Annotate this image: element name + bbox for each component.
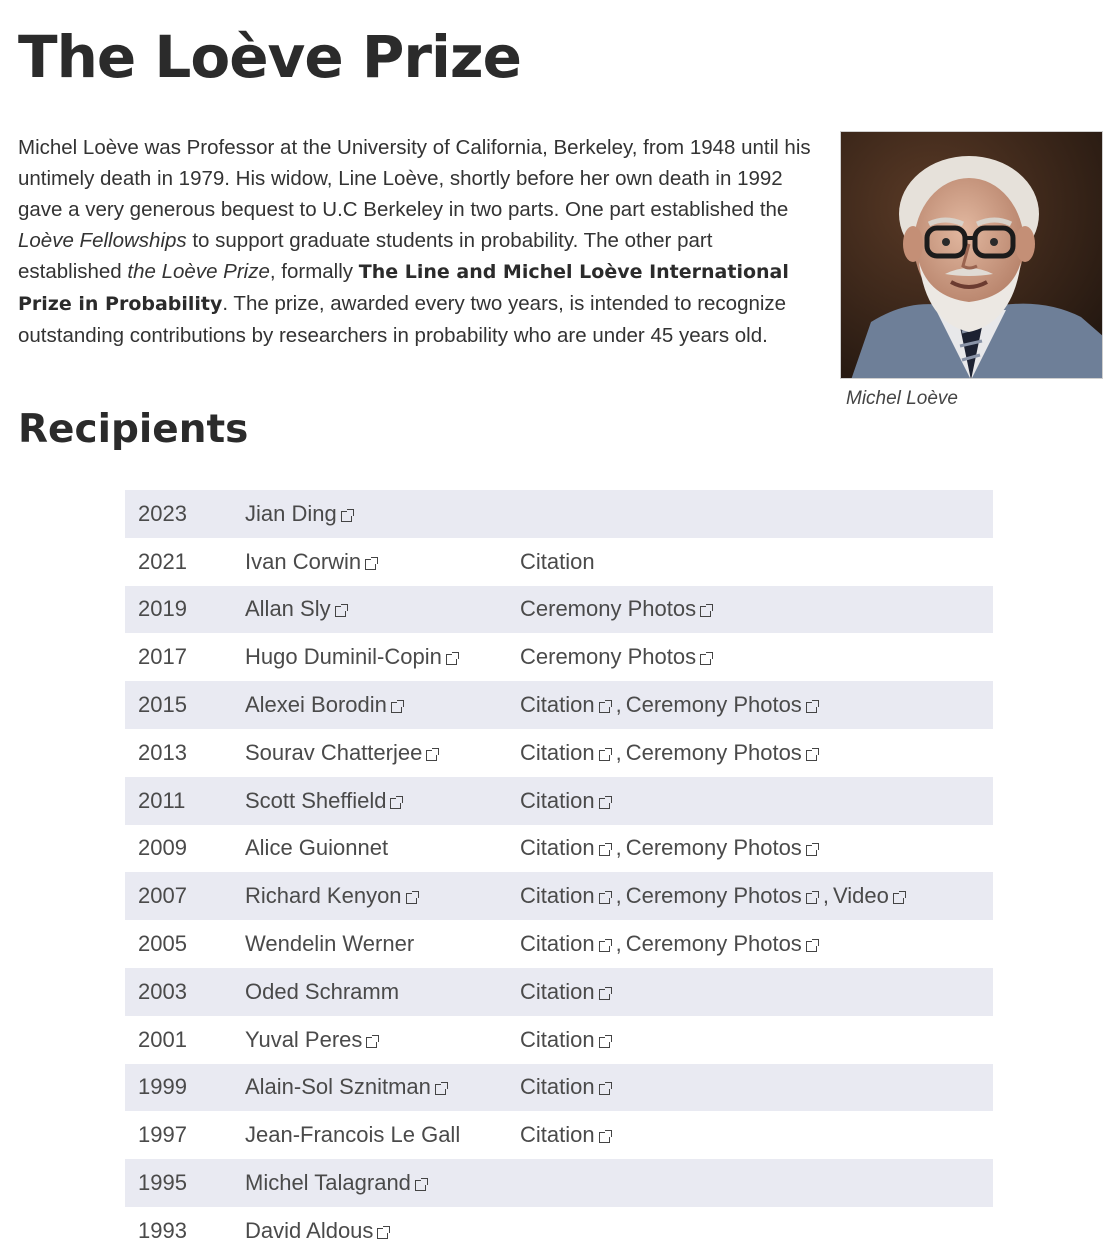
page-title: The Loève Prize [18, 23, 521, 91]
recipient-year: 2019 [125, 586, 233, 634]
recipient-name-cell [233, 968, 520, 1016]
table-row [125, 633, 993, 681]
external-link-icon[interactable] [806, 750, 817, 761]
recipient-year: 1995 [125, 1159, 233, 1207]
recipient-name-link[interactable]: Alexei Borodin [245, 692, 387, 718]
external-link-icon[interactable] [599, 1084, 610, 1095]
external-link-icon[interactable] [435, 1084, 446, 1095]
external-link-icon[interactable] [335, 606, 346, 617]
recipients-table-body [125, 490, 993, 1255]
recipient-name-link: Alice Guionnet [245, 835, 389, 861]
external-link-icon[interactable] [366, 1037, 377, 1048]
table-row [125, 1064, 993, 1112]
link-separator: , [615, 692, 622, 718]
external-link-icon[interactable] [365, 559, 376, 570]
citation-link[interactable]: Citation [520, 1122, 595, 1148]
recipient-name-link[interactable]: Michel Talagrand [245, 1170, 411, 1196]
citation-link[interactable]: Citation [520, 548, 595, 574]
external-link-icon[interactable] [599, 941, 610, 952]
external-link-icon[interactable] [806, 941, 817, 952]
link-separator: , [615, 739, 622, 765]
recipient-name-link: Wendelin Werner [245, 931, 415, 957]
prize-term: the Loève Prize [127, 260, 270, 283]
recipient-name-link[interactable]: Hugo Duminil-Copin [245, 644, 442, 670]
portrait-illustration [841, 132, 1103, 379]
table-row [125, 538, 993, 586]
fellowships-term: Loève Fellowships [18, 229, 187, 252]
recipient-name-cell [233, 729, 520, 777]
formal-prize-name: The Line and Michel Loève International Prize in Probability [18, 261, 789, 315]
table-row [125, 777, 993, 825]
table-row [125, 920, 993, 968]
recipient-links-cell [520, 681, 993, 729]
external-link-icon[interactable] [446, 654, 457, 665]
external-link-icon[interactable] [599, 750, 610, 761]
ceremony-photos-link[interactable]: Ceremony Photos [625, 739, 802, 765]
recipient-name-cell [233, 1111, 520, 1159]
recipient-links-cell [520, 586, 993, 634]
intro-text: . The prize, awarded every two years, is intended to recognize outstanding contributions by researchers in probability who are under 45 years old. [18, 292, 787, 347]
ceremony-photos-link[interactable]: Ceremony Photos [625, 692, 802, 718]
external-link-icon[interactable] [806, 702, 817, 713]
recipient-name-link[interactable]: Yuval Peres [245, 1026, 363, 1052]
table-row [125, 968, 993, 1016]
recipient-links-cell [520, 1111, 993, 1159]
portrait-photo [840, 131, 1103, 379]
recipient-year: 2017 [138, 644, 187, 670]
recipient-name-cell [233, 586, 520, 634]
recipient-year: 1993 [138, 1217, 187, 1243]
citation-link[interactable]: Citation [520, 1074, 595, 1100]
recipient-name-link: Oded Schramm [245, 978, 400, 1004]
recipient-name-cell [233, 1064, 520, 1112]
table-row [125, 1111, 993, 1159]
portrait-caption: Michel Loève [846, 388, 958, 409]
recipient-name-link[interactable]: Richard Kenyon [245, 883, 402, 909]
recipient-links-cell [520, 1207, 993, 1255]
external-link-icon[interactable] [599, 1132, 610, 1143]
link-separator: , [822, 883, 829, 909]
citation-link[interactable]: Citation [520, 931, 595, 957]
citation-link[interactable]: Citation [520, 883, 595, 909]
link-separator: , [615, 835, 622, 861]
ceremony-photos-link[interactable]: Ceremony Photos [625, 931, 802, 957]
recipient-links-cell [520, 490, 993, 538]
ceremony-photos-link[interactable]: Ceremony Photos [625, 883, 802, 909]
external-link-icon[interactable] [599, 989, 610, 1000]
recipient-links-cell [520, 920, 993, 968]
recipient-links-cell [520, 872, 993, 920]
recipient-name-link[interactable]: Scott Sheffield [245, 787, 387, 813]
recipient-year: 1999 [125, 1064, 233, 1112]
citation-link[interactable]: Citation [520, 692, 595, 718]
recipient-name-cell [233, 1207, 520, 1255]
citation-link[interactable]: Citation [520, 1026, 595, 1052]
table-row [125, 1207, 993, 1255]
recipient-name-link[interactable]: Alain-Sol Sznitman [245, 1074, 431, 1100]
table-row [125, 1016, 993, 1064]
external-link-icon[interactable] [599, 893, 610, 904]
recipient-year: 2015 [125, 681, 233, 729]
recipient-year: 2007 [125, 872, 233, 920]
recipient-name-link[interactable]: Ivan Corwin [245, 548, 362, 574]
external-link-icon[interactable] [390, 798, 401, 809]
external-link-icon[interactable] [599, 702, 610, 713]
external-link-icon[interactable] [377, 1228, 388, 1239]
recipient-name-cell [233, 490, 520, 538]
recipient-name-cell [233, 872, 520, 920]
external-link-icon[interactable] [406, 893, 417, 904]
recipient-year: 2003 [125, 968, 233, 1016]
recipient-links-cell [520, 777, 993, 825]
intro-paragraph [18, 132, 818, 351]
citation-link[interactable]: Citation [520, 835, 595, 861]
intro-text: to support graduate students in probability. The other part established [18, 229, 713, 283]
external-link-icon[interactable] [426, 750, 437, 761]
intro-text: , formally [269, 260, 359, 283]
external-link-icon[interactable] [893, 893, 904, 904]
recipient-year: 2011 [125, 777, 233, 825]
external-link-icon[interactable] [599, 845, 610, 856]
ceremony-photos-link[interactable]: Ceremony Photos [520, 644, 697, 670]
table-row [125, 490, 993, 538]
recipient-name-cell [233, 633, 520, 681]
recipient-year: 2001 [138, 1026, 187, 1052]
recipient-links-cell [520, 729, 993, 777]
table-row [125, 1159, 993, 1207]
recipient-links-cell [520, 633, 993, 681]
recipient-name-link: Jean-Francois Le Gall [245, 1122, 461, 1148]
recipient-links-cell [520, 1159, 993, 1207]
recipient-name-cell [233, 538, 520, 586]
recipients-table [125, 490, 993, 1255]
recipient-name-cell [233, 825, 520, 873]
external-link-icon[interactable] [700, 654, 711, 665]
recipient-year: 2005 [138, 931, 187, 957]
table-row [125, 825, 993, 873]
ceremony-photos-link[interactable]: Ceremony Photos [625, 835, 802, 861]
recipient-year: 2023 [125, 490, 233, 538]
intro-text: Michel Loève was Professor at the University of California, Berkeley, from 1948 until his untimely death in 1979. His widow, Line Loève, shortly before her own death in 1992 gave a very generous bequest to U.C Berkeley in two parts. One part established the [18, 136, 811, 221]
recipient-name-cell [233, 681, 520, 729]
recipient-name-cell [233, 920, 520, 968]
citation-link[interactable]: Citation [520, 787, 595, 813]
external-link-icon[interactable] [806, 893, 817, 904]
recipient-links-cell [520, 968, 993, 1016]
external-link-icon[interactable] [599, 1037, 610, 1048]
video-link[interactable]: Video [832, 883, 889, 909]
citation-link[interactable]: Citation [520, 739, 595, 765]
table-row [125, 681, 993, 729]
recipient-year: 2021 [138, 548, 187, 574]
external-link-icon[interactable] [391, 702, 402, 713]
table-row [125, 729, 993, 777]
recipient-name-cell [233, 777, 520, 825]
recipient-name-link[interactable]: Sourav Chatterjee [245, 739, 423, 765]
external-link-icon[interactable] [806, 845, 817, 856]
recipient-name-cell [233, 1016, 520, 1064]
recipient-name-link[interactable]: Allan Sly [245, 596, 331, 622]
recipient-links-cell [520, 1064, 993, 1112]
citation-link[interactable]: Citation [520, 978, 595, 1004]
recipient-links-cell [520, 825, 993, 873]
link-separator: , [615, 931, 622, 957]
external-link-icon[interactable] [599, 798, 610, 809]
recipient-links-cell [520, 538, 993, 586]
ceremony-photos-link[interactable]: Ceremony Photos [520, 596, 697, 622]
recipient-links-cell [520, 1016, 993, 1064]
link-separator: , [615, 883, 622, 909]
table-row [125, 586, 993, 634]
recipient-name-link[interactable]: David Aldous [245, 1217, 374, 1243]
external-link-icon[interactable] [341, 511, 352, 522]
recipient-year: 1997 [138, 1122, 187, 1148]
recipient-name-cell [233, 1159, 520, 1207]
recipient-year: 2013 [138, 739, 187, 765]
recipient-name-link[interactable]: Jian Ding [245, 500, 337, 526]
external-link-icon[interactable] [700, 606, 711, 617]
table-row [125, 872, 993, 920]
recipient-year: 2009 [138, 835, 187, 861]
external-link-icon[interactable] [415, 1180, 426, 1191]
recipients-heading: Recipients [18, 407, 249, 452]
